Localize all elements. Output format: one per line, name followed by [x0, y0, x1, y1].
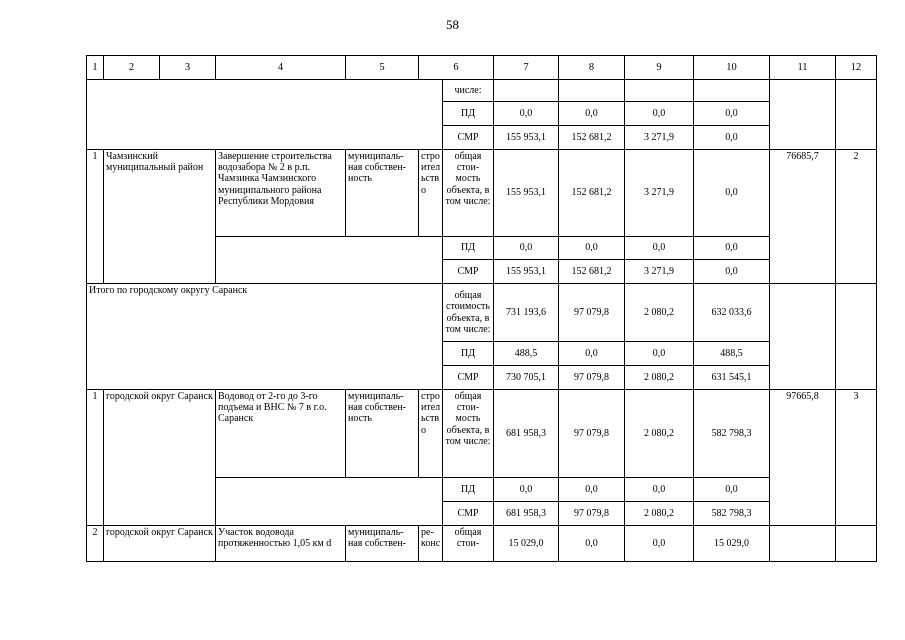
col-header-9: 9: [625, 56, 694, 80]
work-type-cell: стро ител ьств о: [419, 150, 443, 237]
column-header-row: [87, 56, 877, 80]
row-number: 1: [87, 150, 104, 284]
total-cost-label: общая стоимость объекта, в том числе:: [443, 284, 494, 342]
table-row: 1 Чамзинский муниципальный район Завершение строительства водозабора № 2 в р.п. Чамзинка Чамзинского муниципального района Республики Мордовия муниципаль-ная собствен-ность стро ител ьств о общая стои-мость объекта, в том числе: 155 953,1 152 681,2 3 271,9 0,0 76685,7 2: [87, 150, 877, 237]
empty-cell: [770, 80, 836, 150]
cost-label: числе:: [443, 80, 494, 102]
ownership-cell: муниципаль-ная собствен-: [346, 526, 419, 562]
district-cell: городской округ Саранск: [104, 526, 216, 562]
col12-cell: 3: [836, 390, 877, 526]
col-header-8: 8: [559, 56, 625, 80]
pd-label: ПД: [443, 237, 494, 260]
table-row: ПД 488,5 0,0 0,0 488,5: [87, 342, 877, 366]
object-name-cell: Завершение строительства водозабора № 2 в р.п. Чамзинка Чамзинского муниципального района Республики Мордовия: [216, 150, 346, 237]
col12-cell: 2: [836, 150, 877, 284]
col-header-12: 12: [836, 56, 877, 80]
pd-label: ПД: [443, 102, 494, 126]
table-row: СМР 155 953,1 152 681,2 3 271,9 0,0: [87, 260, 877, 284]
table-row: ПД 0,0 0,0 0,0 0,0: [87, 478, 877, 502]
ownership-cell: муниципаль-ная собствен-ность: [346, 150, 419, 237]
empty-cell: [836, 284, 877, 390]
table-row: 1 городской округ Саранск Водовод от 2-го до 3-го подъема и ВНС № 7 в г.о. Саранск муниципаль-ная собствен-ность стро ител ьств о общая стои-мость объекта, в том числе: 681 958,3 97 079,8 2 080,2 582 798,3 97665,8 3: [87, 390, 877, 478]
smr-label: СМР: [443, 366, 494, 390]
col11-cell: 97665,8: [770, 390, 836, 526]
pd-label: ПД: [443, 478, 494, 502]
table-row: [87, 80, 877, 102]
smr-label: СМР: [443, 126, 494, 150]
empty-cell: [87, 80, 443, 150]
ownership-cell: муниципаль-ная собствен-ность: [346, 390, 419, 478]
total-cost-label: общая стои-мость объекта, в том числе:: [443, 390, 494, 478]
col-header-1: 1: [87, 56, 104, 80]
table-row: СМР 155 953,1 152 681,2 3 271,9 0,0: [87, 126, 877, 150]
empty-cell: [770, 284, 836, 390]
district-cell: Чамзинский муниципальный район: [104, 150, 216, 284]
work-type-cell: стро ител ьств о: [419, 390, 443, 478]
row-number: 2: [87, 526, 104, 562]
col-header-5: 5: [346, 56, 419, 80]
table-row: 2 городской округ Саранск Участок водовода протяженностью 1,05 км d муниципаль-ная собствен- ре-конс общая стои- 15 029,0 0,0 0,0 15 029,0: [87, 526, 877, 562]
empty-cell: [216, 478, 443, 526]
total-cost-label: общая стои-мость объекта, в том числе:: [443, 150, 494, 237]
smr-label: СМР: [443, 260, 494, 284]
col-header-10: 10: [694, 56, 770, 80]
district-cell: городской округ Саранск: [104, 390, 216, 526]
row-number: 1: [87, 390, 104, 526]
subtotal-label: Итого по городскому округу Саранск: [87, 284, 443, 390]
empty-cell: [216, 237, 443, 284]
total-cost-label: общая стои-: [443, 526, 494, 562]
col11-cell: 76685,7: [770, 150, 836, 284]
investment-table: [86, 55, 877, 562]
col-header-4: 4: [216, 56, 346, 80]
table-row: СМР 730 705,1 97 079,8 2 080,2 631 545,1: [87, 366, 877, 390]
pd-label: ПД: [443, 342, 494, 366]
table-row: СМР 681 958,3 97 079,8 2 080,2 582 798,3: [87, 502, 877, 526]
table-row: ПД 0,0 0,0 0,0 0,0: [87, 237, 877, 260]
table-row: ПД 0,0 0,0 0,0 0,0: [87, 102, 877, 126]
col-header-2: 2: [104, 56, 160, 80]
object-name-cell: Участок водовода протяженностью 1,05 км d: [216, 526, 346, 562]
object-name-cell: Водовод от 2-го до 3-го подъема и ВНС № 7 в г.о. Саранск: [216, 390, 346, 478]
empty-cell: [836, 80, 877, 150]
smr-label: СМР: [443, 502, 494, 526]
table-row: Итого по городскому округу Саранск общая стоимость объекта, в том числе: 731 193,6 97 079,8 2 080,2 632 033,6: [87, 284, 877, 342]
col-header-7: 7: [494, 56, 559, 80]
page-number: 58: [446, 17, 459, 32]
work-type-cell: ре-конс: [419, 526, 443, 562]
col-header-3: 3: [160, 56, 216, 80]
col-header-11: 11: [770, 56, 836, 80]
col-header-6: 6: [419, 56, 494, 80]
